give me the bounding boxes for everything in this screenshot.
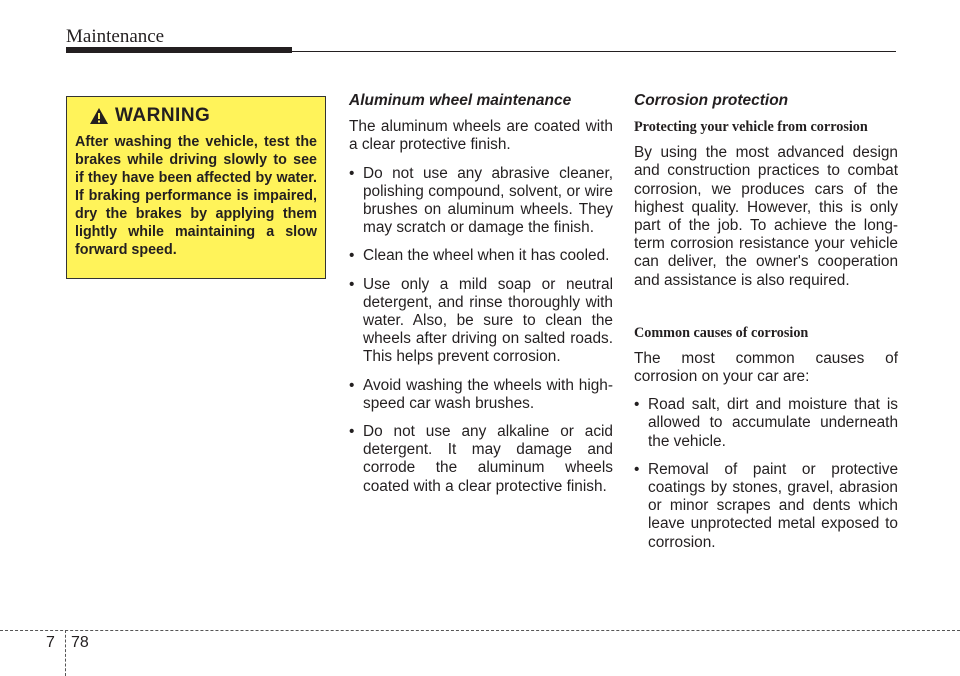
list-item: • Do not use any abrasive cleaner, polishing compound, solvent, or wire brushes on aluminum wheels. They may scratch or damage the finish.: [349, 164, 613, 237]
corrosion-subtitle-protecting: Protecting your vehicle from corrosion: [634, 119, 868, 136]
list-item: • Avoid washing the wheels with high-speed car wash brushes.: [349, 376, 613, 412]
corrosion-para-2: The most common causes of corrosion on your car are:: [634, 349, 898, 386]
corrosion-bullet-list: [634, 396, 898, 552]
page-number: 78: [71, 634, 89, 651]
chapter-number: 7: [46, 634, 55, 651]
aluminum-bullet-list: [349, 165, 613, 496]
aluminum-section-title: Aluminum wheel maintenance: [349, 92, 572, 109]
warning-title-text: WARNING: [115, 105, 211, 126]
footer-divider: [65, 630, 66, 676]
list-item: • Removal of paint or protective coatings by stones, gravel, abrasion or minor scrapes and dents which leave unprotected metal exposed to corrosion.: [634, 460, 898, 551]
corrosion-subtitle-causes: Common causes of corrosion: [634, 324, 809, 341]
footer-rule: [0, 630, 960, 631]
warning-title: [89, 105, 317, 127]
page-header-title: Maintenance: [66, 26, 165, 47]
list-item: • Do not use any alkaline or acid detergent. It may damage and corrode the aluminum wheels coated with a clear protective finish.: [349, 423, 613, 495]
warning-text: After washing the vehicle, test the brakes while driving slowly to see if they have been affected by water. If braking performance is impaired, dry the brakes by applying them lightly while maintaining a slow forward speed.: [75, 134, 317, 258]
warning-triangle-icon: [89, 107, 109, 125]
list-item: • Use only a mild soap or neutral detergent, and rinse thoroughly with water. Also, be sure to clean the wheels after driving on salted roads. This helps prevent corrosion.: [349, 275, 613, 366]
aluminum-intro: The aluminum wheels are coated with a clear protective finish.: [349, 118, 613, 154]
list-item: • Clean the wheel when it has cooled.: [349, 247, 610, 265]
header-rule-thin: [66, 51, 896, 52]
corrosion-section: [634, 92, 898, 562]
aluminum-wheel-section: [349, 92, 613, 506]
header-rule-thick: [66, 47, 292, 53]
corrosion-para-1: By using the most advanced design and construction practices to combat corrosion, we produces cars of the highest quality. However, this is only part of the job. To achieve the long-term corrosion resistance your vehicle can deliver, the owner's cooperation and assistance is also required.: [634, 144, 898, 289]
corrosion-section-title: Corrosion protection: [634, 92, 789, 109]
warning-box: [66, 96, 326, 279]
list-item: • Road salt, dirt and moisture that is allowed to accumulate underneath the vehicle.: [634, 396, 898, 450]
